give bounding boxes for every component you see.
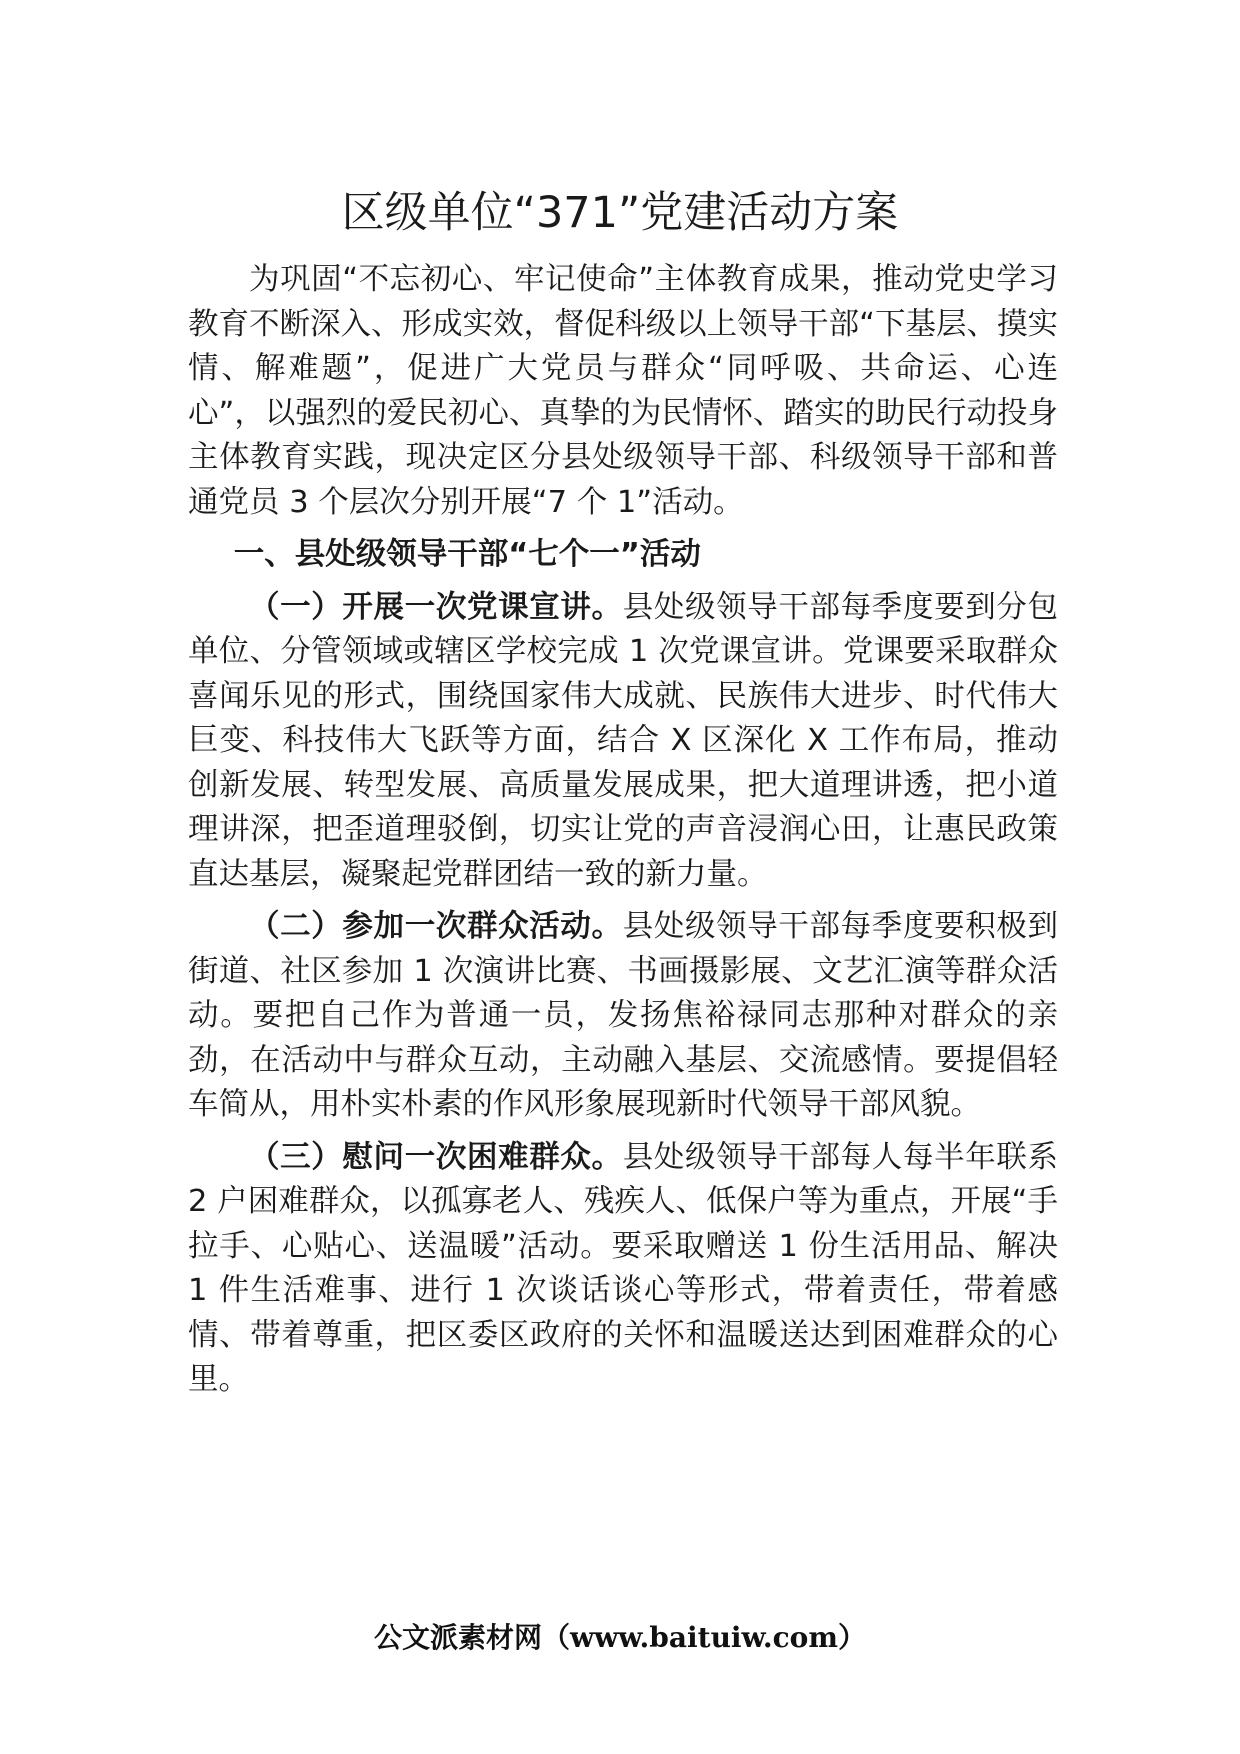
section-heading-1: 一、县处级领导干部“七个一”活动 — [233, 537, 701, 572]
item-paragraph-2 — [188, 905, 1058, 1128]
item-paragraph-1 — [188, 586, 1058, 898]
item-text-3: 县处级领导干部每人每半年联系 2 户困难群众，以孤寡老人、残疾人、低保户等为重点，开展“手拉手、心贴心、送温暖”活动。要采取赠送 1 份生活用品、解决 1 件生活难事、进行 1 次谈话谈心等形式，带着责任，带着感情、带着尊重，把区委区政府的关怀和温暖送达到困难群众的心里。 — [188, 1139, 1059, 1397]
item-text-2: 县处级领导干部每季度要积极到街道、社区参加 1 次演讲比赛、书画摄影展、文艺汇演等群众活动。要把自己作为普通一员，发扬焦裕禄同志那种对群众的亲劲，在活动中与群众互动，主动融入基层、交流感情。要提倡轻车简从，用朴实朴素的作风形象展现新时代领导干部风貌。 — [188, 909, 1059, 1122]
item-paragraph-3 — [188, 1136, 1058, 1403]
item-lead-2: （二）参加一次群众活动。 — [249, 909, 623, 944]
item-lead-1: （一）开展一次党课宣讲。 — [249, 589, 623, 625]
document-title: 区级单位“371”党建活动方案 — [341, 188, 899, 238]
footer-watermark: 公文派素材网（www.baituiw.com） — [374, 1621, 866, 1654]
item-lead-3: （三）慰问一次困难群众。 — [249, 1139, 623, 1175]
document-body — [188, 258, 1058, 1403]
item-text-1: 县处级领导干部每季度要到分包单位、分管领域或辖区学校完成 1 次党课宣讲。党课要采取群众喜闻乐见的形式，围绕国家伟大成就、民族伟大进步、时代伟大巨变、科技伟大飞跃等方面，结合 X 区深化 X 工作布局，推动创新发展、转型发展、高质量发展成果，把大道理讲透，把小道理讲深，把歪道理驳倒，切实让党的声音浸润心田，让惠民政策直达基层，凝聚起党群团结一致的新力量。 — [188, 589, 1059, 892]
intro-paragraph: 为巩固“不忘初心、牢记使命”主体教育成果，推动党史学习教育不断深入、形成实效，督促科级以上领导干部“下基层、摸实情、解难题”，促进广大党员与群众“同呼吸、共命运、心连心”，以强烈的爱民初心、真挚的为民情怀、踏实的助民行动投身主体教育实践，现决定区分县处级领导干部、科级领导干部和普通党员 3 个层次分别开展“7 个 1”活动。 — [188, 262, 1058, 520]
